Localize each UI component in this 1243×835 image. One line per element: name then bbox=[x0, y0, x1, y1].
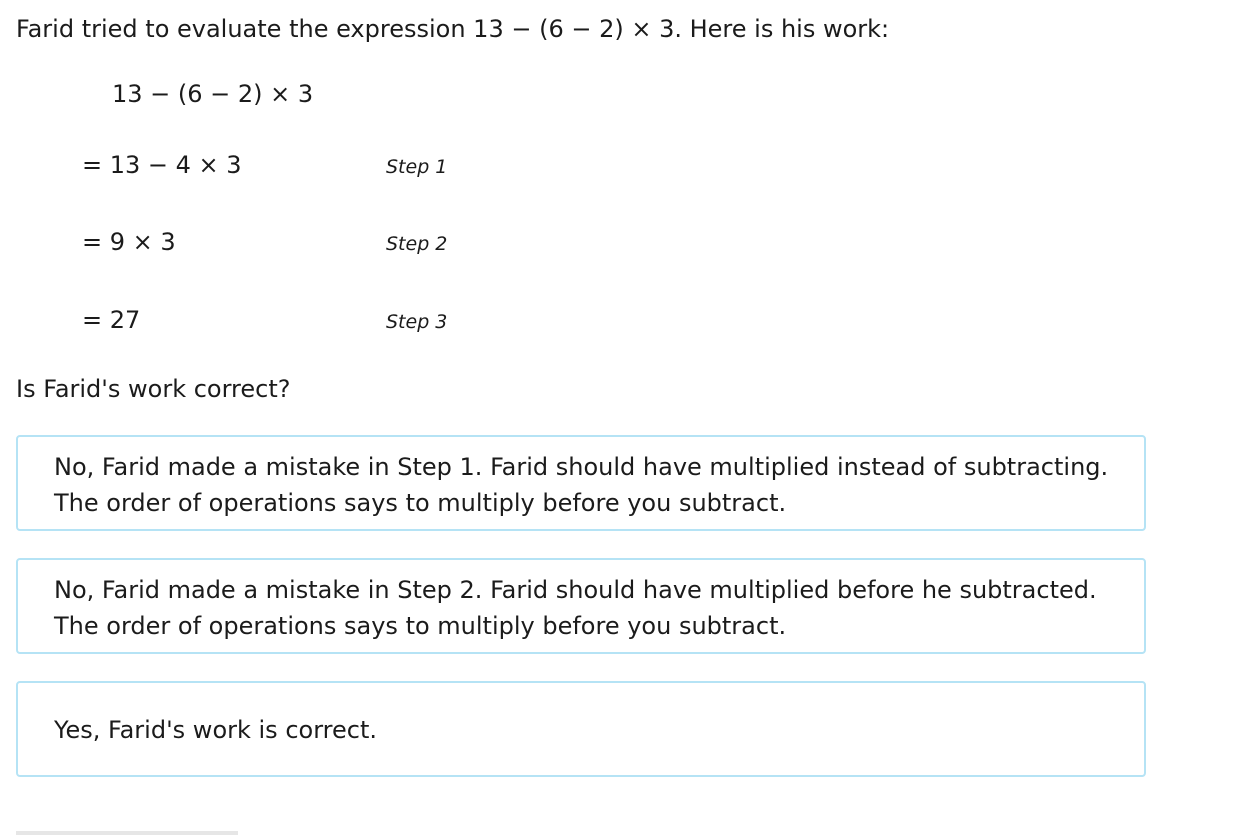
answer-choice-1-text: No, Farid made a mistake in Step 1. Farid should have multiplied instead of subtracting. The order of operations says to multiply before you subtract. bbox=[54, 453, 1109, 517]
work-expression: 13 − (6 − 2) × 3 bbox=[112, 80, 314, 108]
answer-choice-2-text: No, Farid made a mistake in Step 2. Farid should have multiplied before he subtracted. The order of operations says to multiply before you subtract. bbox=[54, 576, 1097, 640]
work-step-2-result: = 9 × 3 bbox=[82, 228, 176, 256]
answer-choice-3[interactable] bbox=[16, 681, 1146, 777]
work-step-1-label: Step 1 bbox=[386, 156, 448, 178]
problem-prompt: Farid tried to evaluate the expression 13 − (6 − 2) × 3. Here is his work: bbox=[16, 15, 890, 43]
answer-choice-3-text: Yes, Farid's work is correct. bbox=[54, 716, 377, 744]
bottom-divider bbox=[16, 831, 238, 835]
work-step-3-result: = 27 bbox=[82, 306, 141, 334]
work-step-3-label: Step 3 bbox=[386, 311, 448, 333]
question-text: Is Farid's work correct? bbox=[16, 375, 291, 403]
work-step-1-result: = 13 − 4 × 3 bbox=[82, 151, 242, 179]
work-step-2-label: Step 2 bbox=[386, 233, 448, 255]
answer-choice-1[interactable] bbox=[16, 435, 1146, 531]
answer-choice-2[interactable] bbox=[16, 558, 1146, 654]
